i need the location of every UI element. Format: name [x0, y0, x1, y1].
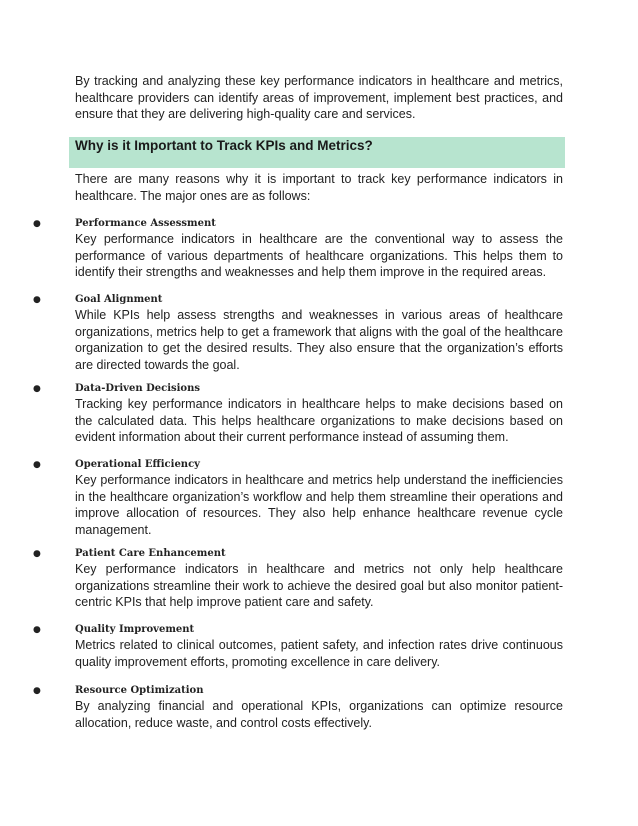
bullet-icon: ● — [33, 460, 41, 470]
list-item-body: Metrics related to clinical outcomes, patient safety, and infection rates drive continuous quality improvement efforts, promoting excellence in care delivery. — [75, 638, 563, 669]
list-item-title: Goal Alignment — [75, 294, 163, 305]
bullet-icon: ● — [33, 549, 41, 559]
bullet-icon: ● — [33, 625, 41, 635]
list-item-title: Resource Optimization — [75, 685, 204, 696]
bullet-icon: ● — [33, 219, 41, 229]
bullet-icon: ● — [33, 686, 41, 696]
list-item-title: Data-Driven Decisions — [75, 383, 200, 394]
list-item-title: Performance Assessment — [75, 218, 216, 229]
list-item-title: Patient Care Enhancement — [75, 548, 226, 559]
section-heading: Why is it Important to Track KPIs and Metrics? — [75, 138, 373, 153]
list-item-title: Quality Improvement — [75, 624, 195, 635]
list-item-body: Key performance indicators in healthcare and metrics help understand the inefficiencies in the healthcare organization’s workflow and help them streamline their operations and improve allocation of resources. They also help enhance healthcare revenue cycle management. — [75, 473, 563, 537]
list-item-body: Tracking key performance indicators in healthcare helps to make decisions based on the calculated data. This helps healthcare organizations to make decisions based on evident information about their current performance instead of assuming them. — [75, 397, 563, 444]
bullet-icon: ● — [33, 295, 41, 305]
intro-paragraph: By tracking and analyzing these key performance indicators in healthcare and metrics, healthcare providers can identify areas of improvement, implement best practices, and ensure that they are delivering high-quality care and services. — [75, 74, 563, 121]
list-item-title: Operational Efficiency — [75, 459, 200, 470]
list-item-body: Key performance indicators in healthcare and metrics not only help healthcare organizations streamline their work to achieve the desired goal but also monitor patient-centric KPIs that help improve patient care and safety. — [75, 562, 563, 609]
list-item-body: By analyzing financial and operational KPIs, organizations can optimize resource allocation, reduce waste, and control costs effectively. — [75, 699, 563, 730]
list-item-body: While KPIs help assess strengths and weaknesses in various areas of healthcare organizations, metrics help to get a framework that aligns with the goal of the healthcare organization to get the desired results. They also ensure that the organization’s efforts are directed towards the goal. — [75, 308, 563, 372]
lead-paragraph: There are many reasons why it is important to track key performance indicators in healthcare. The major ones are as follows: — [75, 172, 563, 203]
list-item-body: Key performance indicators in healthcare are the conventional way to assess the performance of various departments of healthcare organizations. This helps them to identify their strengths and weaknesses and help them improve in the required areas. — [75, 232, 563, 279]
bullet-icon: ● — [33, 384, 41, 394]
